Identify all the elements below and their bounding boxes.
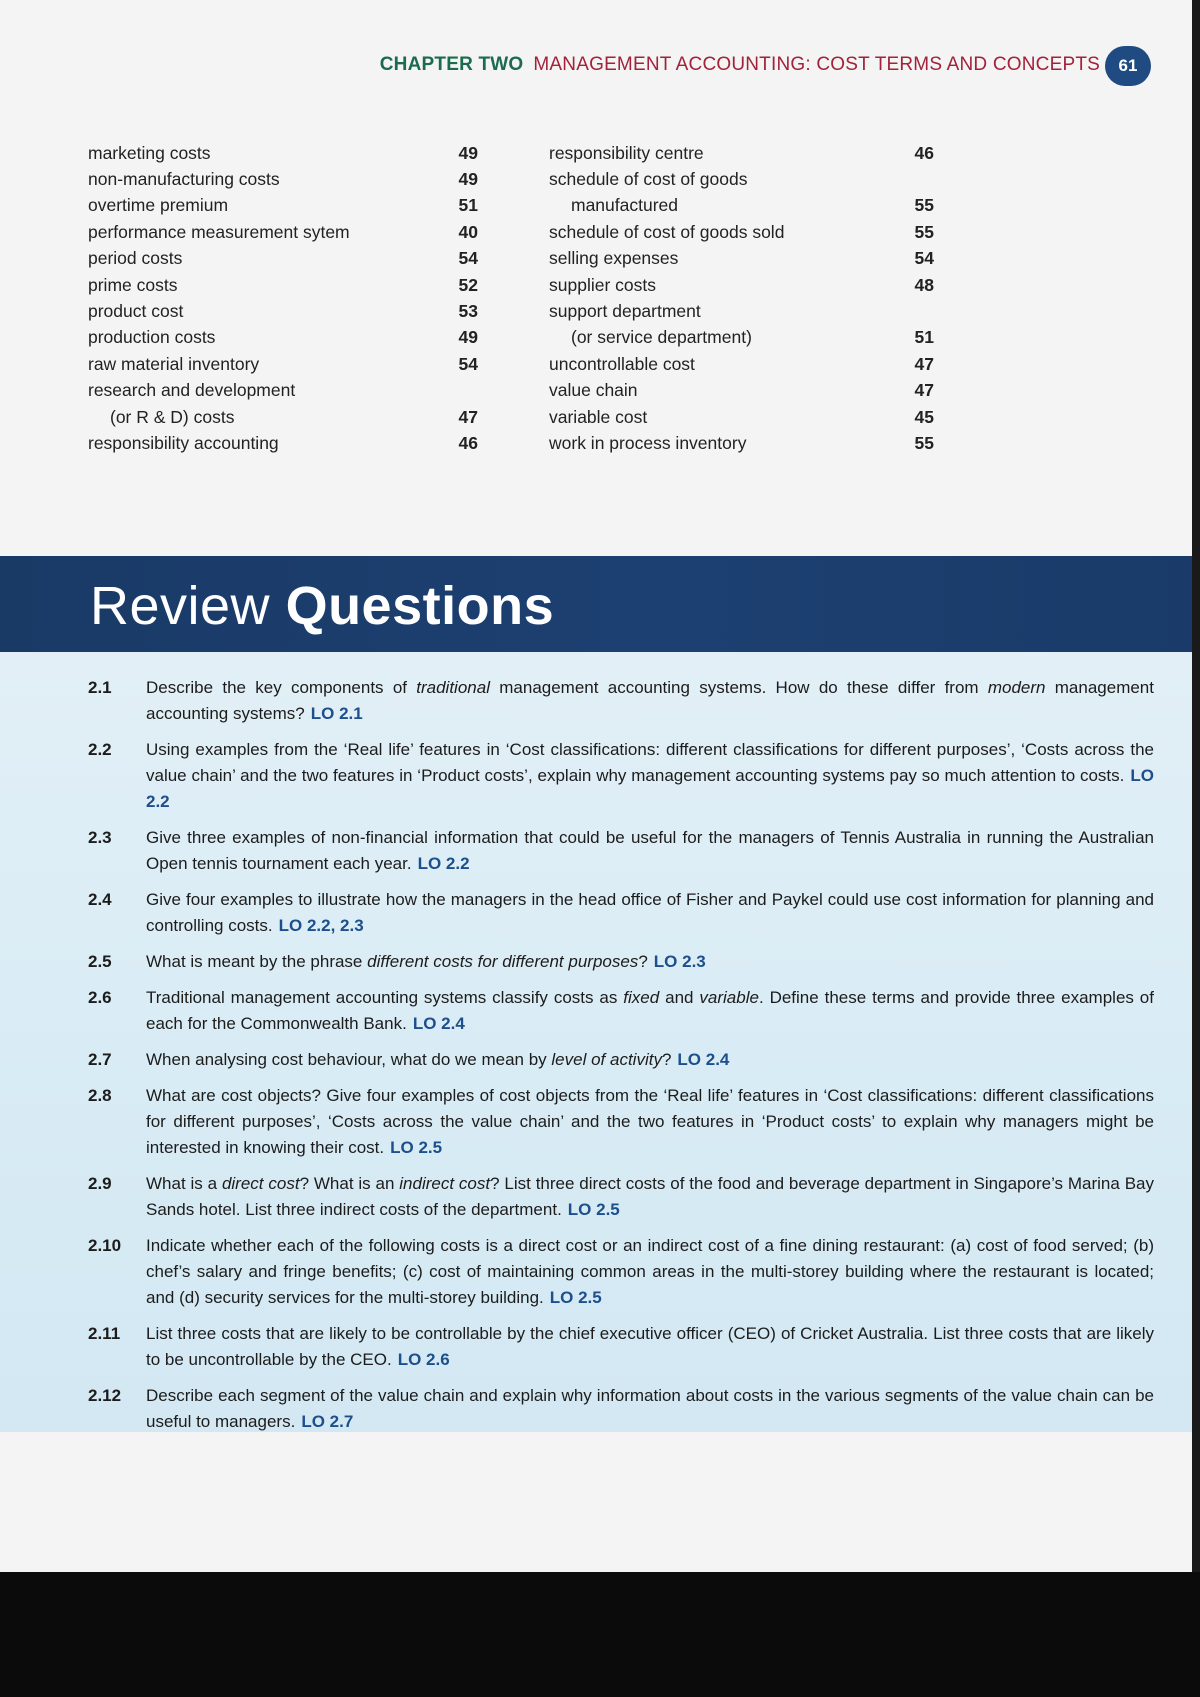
key-term-page: 49	[458, 327, 478, 348]
key-term: production costs	[88, 327, 216, 348]
question-number: 2.11	[88, 1324, 121, 1343]
learning-objective-ref: LO 2.5	[549, 1288, 602, 1307]
key-term: responsibility centre	[549, 142, 704, 163]
review-question	[88, 887, 1154, 939]
learning-objective-ref: LO 2.6	[397, 1350, 450, 1369]
learning-objective-ref: LO 2.5	[390, 1138, 443, 1157]
key-term: non-manufacturing costs	[88, 169, 280, 190]
review-question	[88, 1233, 1154, 1311]
review-question	[88, 1321, 1154, 1373]
key-term: supplier costs	[549, 274, 656, 295]
question-text: When analysing cost behaviour, what do we mean by level of activity? LO 2.4	[146, 1050, 730, 1069]
key-term-row	[549, 193, 934, 219]
key-term-row	[88, 246, 478, 272]
key-term: marketing costs	[88, 142, 211, 163]
key-term-page: 54	[458, 248, 478, 269]
key-term: selling expenses	[549, 248, 679, 269]
question-number: 2.4	[88, 890, 112, 909]
key-term-row	[549, 166, 934, 192]
question-number: 2.7	[88, 1050, 112, 1069]
review-question	[88, 949, 1154, 975]
key-term-page: 48	[914, 274, 934, 295]
key-term-page: 47	[458, 406, 478, 427]
key-term-row	[88, 404, 478, 430]
key-term-page: 51	[458, 195, 478, 216]
key-term-row	[549, 298, 934, 324]
question-text: Describe each segment of the value chain and explain why information about costs in the various segments of the value chain can be useful to managers. LO 2.7	[146, 1386, 1154, 1431]
question-text: What are cost objects? Give four examples of cost objects from the ‘Real life’ features in ‘Cost classifications: different classifications for different purposes’, ‘Costs across the value chain’ and the two features in ‘Product costs’ to explain why managers might be interested in knowing their cost. LO 2.5	[146, 1086, 1154, 1157]
review-questions-list	[88, 675, 1154, 1445]
learning-objective-ref: LO 2.3	[653, 952, 706, 971]
learning-objective-ref: LO 2.7	[301, 1412, 354, 1431]
key-term-row	[88, 378, 478, 404]
key-term-page: 47	[914, 380, 934, 401]
key-term-page: 46	[914, 142, 934, 163]
key-term-row	[88, 430, 478, 456]
learning-objective-ref: LO 2.2, 2.3	[278, 916, 364, 935]
key-term: product cost	[88, 301, 184, 322]
review-question	[88, 675, 1154, 727]
review-question	[88, 1171, 1154, 1223]
question-text: Traditional management accounting systems classify costs as fixed and variable. Define these terms and provide three examples of each for the Commonwealth Bank. LO 2.4	[146, 988, 1154, 1033]
key-term-row	[549, 430, 934, 456]
key-term-page: 55	[914, 432, 934, 453]
key-term: raw material inventory	[88, 353, 260, 374]
key-term-row	[88, 140, 478, 166]
key-term: work in process inventory	[549, 432, 747, 453]
key-term-page: 55	[914, 195, 934, 216]
key-term-page: 46	[458, 432, 478, 453]
question-number: 2.1	[88, 678, 112, 697]
key-term: manufactured	[571, 195, 679, 216]
key-term: schedule of cost of goods	[549, 169, 748, 190]
key-term-row	[549, 140, 934, 166]
key-term: (or service department)	[571, 327, 752, 348]
key-term: variable cost	[549, 406, 648, 427]
key-term-page: 40	[458, 221, 478, 242]
key-terms-column-1	[88, 140, 478, 457]
key-term-row	[549, 272, 934, 298]
learning-objective-ref: LO 2.2	[146, 766, 1154, 811]
key-term: prime costs	[88, 274, 178, 295]
chapter-title: MANAGEMENT ACCOUNTING: COST TERMS AND CONCEPTS	[533, 54, 1100, 75]
key-term: period costs	[88, 248, 183, 269]
review-question	[88, 1083, 1154, 1161]
learning-objective-ref: LO 2.5	[567, 1200, 620, 1219]
key-term-page: 54	[458, 353, 478, 374]
key-term-row	[549, 351, 934, 377]
learning-objective-ref: LO 2.1	[310, 704, 363, 723]
question-text: Indicate whether each of the following costs is a direct cost or an indirect cost of a fine dining restaurant: (a) cost of food served; (b) chef’s salary and fringe benefits; (c) cost of maintaining common areas in the multi-storey building where the restaurant is located; and (d) security services for the multi-storey building. LO 2.5	[146, 1236, 1154, 1307]
key-term-page: 54	[914, 248, 934, 269]
question-number: 2.5	[88, 952, 112, 971]
key-term-page: 52	[458, 274, 478, 295]
key-term-row	[88, 219, 478, 245]
question-text: Give three examples of non-financial information that could be useful for the managers of Tennis Australia in running the Australian Open tennis tournament each year. LO 2.2	[146, 828, 1154, 873]
key-term-row	[88, 351, 478, 377]
key-term: performance measurement sytem	[88, 221, 350, 242]
question-number: 2.8	[88, 1086, 112, 1105]
key-term-row	[88, 193, 478, 219]
key-term-row	[549, 378, 934, 404]
question-number: 2.9	[88, 1174, 112, 1193]
key-term-page: 55	[914, 221, 934, 242]
key-term: responsibility accounting	[88, 432, 279, 453]
question-text: What is meant by the phrase different costs for different purposes? LO 2.3	[146, 952, 706, 971]
key-term: uncontrollable cost	[549, 353, 695, 374]
question-text: Using examples from the ‘Real life’ features in ‘Cost classifications: different classifications for different purposes’, ‘Costs across the value chain’ and the two features in ‘Product costs’, explain why management accounting systems pay so much attention to costs. LO 2.2	[146, 740, 1154, 811]
key-term-page: 49	[458, 169, 478, 190]
review-question	[88, 985, 1154, 1037]
question-text: Give four examples to illustrate how the managers in the head office of Fisher and Paykel could use cost information for planning and controlling costs. LO 2.2, 2.3	[146, 890, 1154, 935]
key-terms-column-2	[549, 140, 934, 457]
key-term: (or R & D) costs	[110, 406, 235, 427]
page-edge-shadow	[1192, 0, 1200, 1572]
question-number: 2.2	[88, 740, 112, 759]
key-term: support department	[549, 301, 701, 322]
key-term-row	[549, 404, 934, 430]
key-term-page: 49	[458, 142, 478, 163]
key-term-row	[549, 219, 934, 245]
review-question	[88, 1047, 1154, 1073]
learning-objective-ref: LO 2.4	[677, 1050, 730, 1069]
key-term: value chain	[549, 380, 638, 401]
key-term-row	[88, 166, 478, 192]
question-text: List three costs that are likely to be controllable by the chief executive officer (CEO) of Cricket Australia. List three costs that are likely to be uncontrollable by the CEO. LO 2.6	[146, 1324, 1154, 1369]
question-number: 2.6	[88, 988, 112, 1007]
key-term-page: 53	[458, 301, 478, 322]
key-term-page: 51	[914, 327, 934, 348]
key-term-row	[549, 325, 934, 351]
question-text: Describe the key components of traditional management accounting systems. How do these differ from modern management accounting systems? LO 2.1	[146, 678, 1154, 723]
key-term: schedule of cost of goods sold	[549, 221, 785, 242]
learning-objective-ref: LO 2.4	[412, 1014, 465, 1033]
review-question	[88, 825, 1154, 877]
question-number: 2.3	[88, 828, 112, 847]
key-term-page: 45	[914, 406, 934, 427]
running-header	[0, 48, 1100, 82]
key-term-row	[88, 325, 478, 351]
question-text: What is a direct cost? What is an indirect cost? List three direct costs of the food and beverage department in Singapore’s Marina Bay Sands hotel. List three indirect costs of the department. LO 2.5	[146, 1174, 1154, 1219]
key-term: overtime premium	[88, 195, 229, 216]
key-term-page: 47	[914, 353, 934, 374]
question-number: 2.12	[88, 1386, 122, 1405]
question-number: 2.10	[88, 1236, 122, 1255]
key-term-row	[88, 298, 478, 324]
key-term-row	[549, 246, 934, 272]
key-term-row	[88, 272, 478, 298]
page-number-badge: 61	[1105, 46, 1151, 86]
key-term: research and development	[88, 380, 296, 401]
review-question	[88, 737, 1154, 815]
chapter-label: CHAPTER TWO	[379, 54, 524, 75]
learning-objective-ref: LO 2.2	[417, 854, 470, 873]
section-heading: Review Questions	[90, 576, 555, 636]
review-question	[88, 1383, 1154, 1435]
